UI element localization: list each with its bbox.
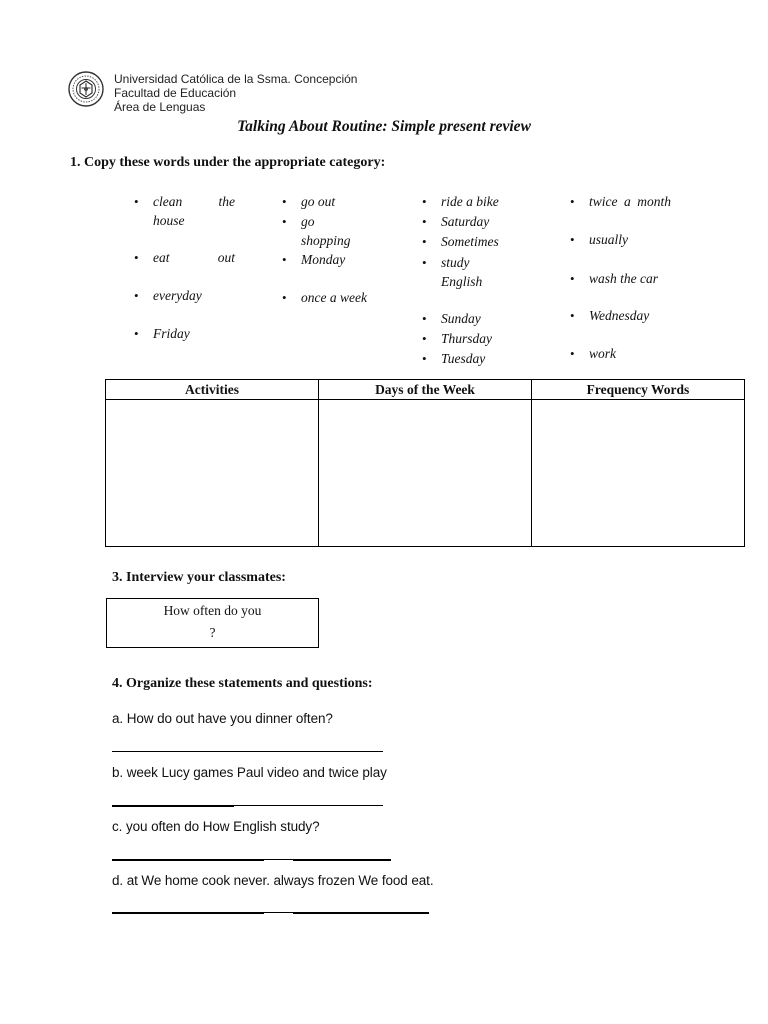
word-item: • work bbox=[589, 344, 671, 363]
word-item: • Tuesday bbox=[441, 349, 523, 368]
worksheet-title: Talking About Routine: Simple present review bbox=[237, 118, 531, 135]
sentence-a: a. How do out have you dinner often? bbox=[112, 711, 333, 726]
word-item: • go out bbox=[301, 192, 383, 211]
institution-name: Universidad Católica de la Ssma. Concepción bbox=[114, 72, 358, 86]
section1-heading: 1. Copy these words under the appropriate category: bbox=[70, 155, 386, 170]
word-item: • clean the house bbox=[153, 192, 235, 230]
word-item: • Thursday bbox=[441, 329, 523, 348]
category-table bbox=[105, 379, 745, 547]
word-item: • eat out bbox=[153, 248, 235, 267]
table-header-days: Days of the Week bbox=[319, 380, 532, 400]
word-item: • go shopping bbox=[301, 212, 361, 250]
answer-line-c-part1[interactable] bbox=[112, 859, 264, 861]
word-item: • Sunday bbox=[441, 309, 523, 328]
word-item: • Sometimes bbox=[441, 232, 523, 251]
answer-line-d-part1[interactable] bbox=[112, 912, 264, 914]
word-item: • Saturday bbox=[441, 212, 523, 231]
faculty-name: Facultad de Educación bbox=[114, 86, 237, 100]
department-name: Área de Lenguas bbox=[114, 100, 206, 114]
word-item: • usually bbox=[589, 230, 671, 249]
interview-question-text: How often do you bbox=[163, 603, 262, 618]
frequency-cell[interactable] bbox=[532, 400, 745, 547]
word-item: • ride a bike bbox=[441, 192, 523, 211]
word-item: • study English bbox=[441, 253, 486, 291]
university-seal-icon bbox=[68, 71, 104, 107]
section4-heading: 4. Organize these statements and questions: bbox=[112, 676, 373, 691]
word-item: • everyday bbox=[153, 286, 235, 305]
answer-line-c-part2[interactable] bbox=[264, 859, 293, 860]
answer-line-a[interactable] bbox=[112, 751, 383, 752]
answer-line-b-part1[interactable] bbox=[112, 805, 234, 807]
interview-question-mark: ? bbox=[209, 625, 216, 640]
sentence-d: d. at We home cook never. always frozen We food eat. bbox=[112, 873, 434, 888]
activities-cell[interactable] bbox=[106, 400, 319, 547]
answer-line-d-part2[interactable] bbox=[264, 912, 293, 913]
section3-heading: 3. Interview your classmates: bbox=[112, 570, 286, 585]
word-item: • wash the car bbox=[589, 269, 671, 288]
word-item: • Friday bbox=[153, 324, 235, 343]
sentence-b: b. week Lucy games Paul video and twice play bbox=[112, 765, 387, 780]
answer-line-d-part3[interactable] bbox=[293, 912, 429, 914]
word-item: • Monday bbox=[301, 250, 383, 269]
interview-question-box bbox=[106, 598, 319, 648]
table-header-activities: Activities bbox=[106, 380, 319, 400]
word-item: • twice a month bbox=[589, 192, 671, 211]
sentence-c: c. you often do How English study? bbox=[112, 819, 320, 834]
word-item: • once a week bbox=[301, 288, 367, 307]
answer-line-b-part2[interactable] bbox=[234, 805, 383, 806]
table-header-frequency: Frequency Words bbox=[532, 380, 745, 400]
answer-line-c-part3[interactable] bbox=[293, 859, 391, 861]
days-cell[interactable] bbox=[319, 400, 532, 547]
word-item: • Wednesday bbox=[589, 306, 671, 325]
